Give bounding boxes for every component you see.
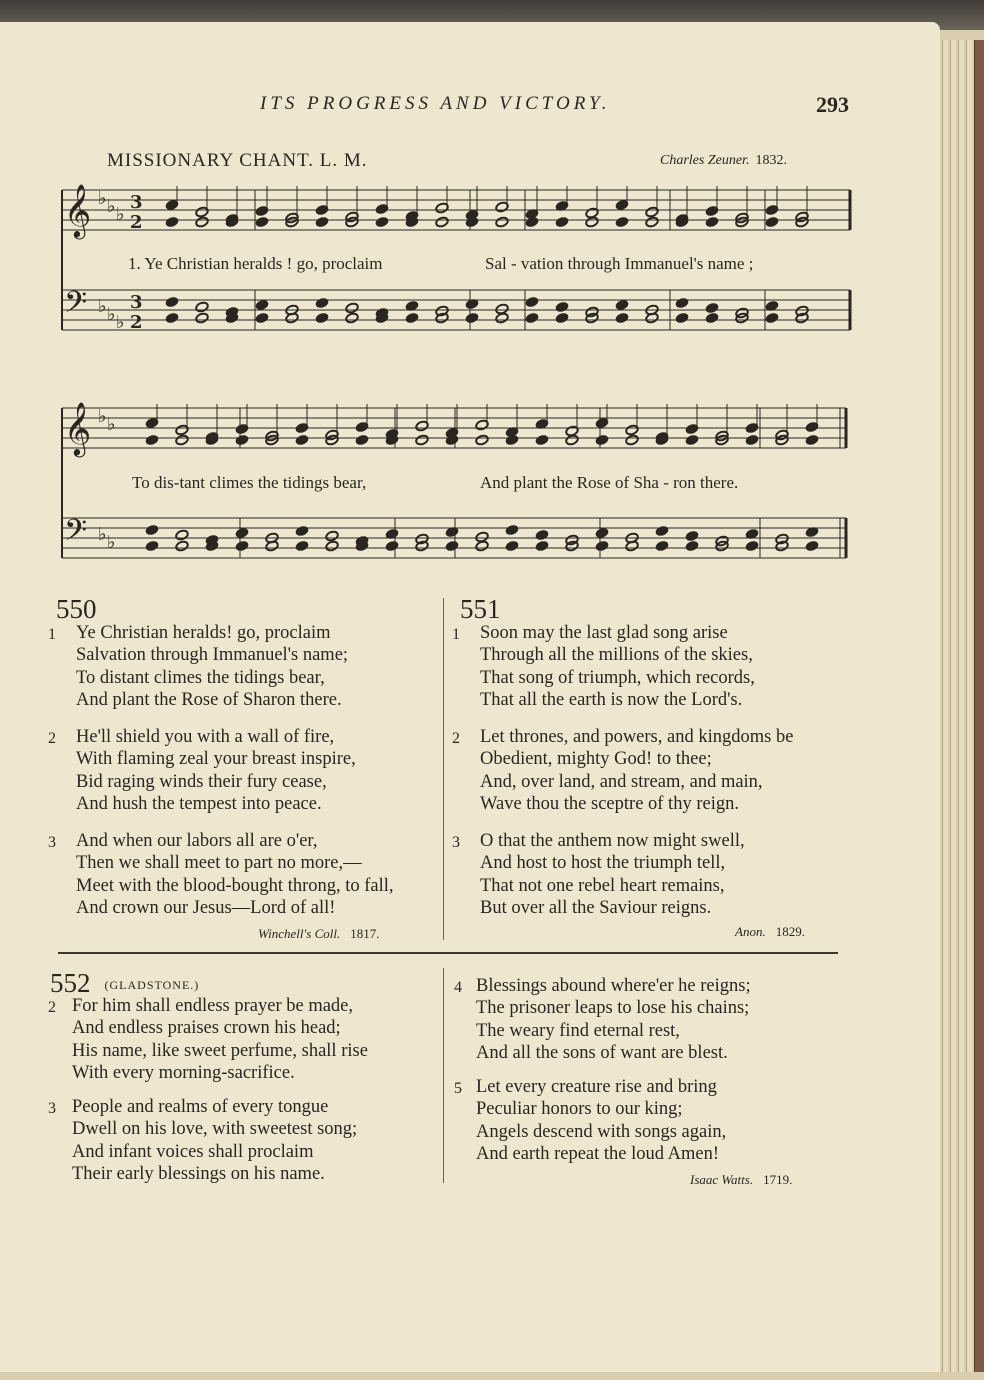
note-head xyxy=(535,434,549,446)
page-number: 293 xyxy=(816,92,849,117)
column-rule xyxy=(443,598,444,940)
note-head xyxy=(565,434,579,446)
note-head xyxy=(705,302,719,314)
note-head xyxy=(195,312,209,324)
note-head xyxy=(685,540,699,552)
lyrics-line: To dis-tant climes the tidings bear, xyxy=(132,473,367,492)
stanza: 5 Let every creature rise and bring Peculiar honors to our king; Angels descend with songs again, And earth repeat the loud Amen! xyxy=(454,1077,727,1165)
note-head xyxy=(495,312,509,324)
hymn-attribution: Isaac Watts. 1719. xyxy=(690,1172,793,1187)
note-head xyxy=(505,434,519,446)
hymn-number: 552 (GLADSTONE.) xyxy=(50,968,200,998)
note-head xyxy=(535,529,549,541)
note-head xyxy=(255,216,269,228)
note-head xyxy=(585,216,599,228)
note-head xyxy=(765,216,779,228)
time-signature: 2 xyxy=(130,312,143,333)
note-head xyxy=(175,529,189,541)
note-head xyxy=(685,530,699,542)
music-score xyxy=(0,0,984,600)
note-head xyxy=(345,302,359,314)
note-head xyxy=(765,312,779,324)
note-head xyxy=(475,540,489,552)
note-head xyxy=(295,525,309,537)
lyrics-line: Sal - vation through Immanuel's name ; xyxy=(485,254,754,273)
note-head xyxy=(415,434,429,446)
note-head xyxy=(325,540,339,552)
note-head xyxy=(675,312,689,324)
note-head xyxy=(705,216,719,228)
note-head xyxy=(385,540,399,552)
note-head xyxy=(255,312,269,324)
column-rule xyxy=(443,968,444,1183)
note-head xyxy=(685,434,699,446)
flat-icon: ♭ xyxy=(98,524,107,545)
note-head xyxy=(465,312,479,324)
note-head xyxy=(235,434,249,446)
bass-clef-icon: 𝄢 xyxy=(64,514,88,555)
flat-icon: ♭ xyxy=(98,188,107,209)
note-head xyxy=(595,527,609,539)
note-head xyxy=(195,301,209,313)
stanza: 1 Ye Christian heralds! go, proclaim Salvation through Immanuel's name; To distant climes the tidings bear, And plant the Rose of Sharon there. xyxy=(48,623,349,711)
note-head xyxy=(315,312,329,324)
flat-icon: ♭ xyxy=(98,296,107,317)
note-head xyxy=(325,530,339,542)
note-head xyxy=(655,525,669,537)
note-head xyxy=(235,540,249,552)
stanza: 2 He'll shield you with a wall of fire, With flaming zeal your breast inspire, Bid raging winds their fury cease, And hush the tempest into peace. xyxy=(48,727,356,815)
flat-icon: ♭ xyxy=(116,204,125,225)
note-head xyxy=(145,524,159,536)
time-signature: 3 xyxy=(130,192,143,213)
note-head xyxy=(555,216,569,228)
note-head xyxy=(625,434,639,446)
hymn-number: 550 xyxy=(56,594,97,624)
note-head xyxy=(175,434,189,446)
note-head xyxy=(255,299,269,311)
note-head xyxy=(165,216,179,228)
note-head xyxy=(745,540,759,552)
composer-credit: Charles Zeuner. 1832. xyxy=(660,153,787,168)
note-head xyxy=(445,540,459,552)
note-head xyxy=(525,312,539,324)
note-head xyxy=(345,312,359,324)
lyrics-line: And plant the Rose of Sha - ron there. xyxy=(480,473,739,492)
note-head xyxy=(165,312,179,324)
note-head xyxy=(805,540,819,552)
time-signature: 3 xyxy=(130,292,143,313)
stanza: 3 O that the anthem now might swell, And host to host the triumph tell, That not one rebel heart remains, But over all the Saviour reigns. xyxy=(452,831,745,919)
note-head xyxy=(195,216,209,228)
hymn-attribution: Anon. 1829. xyxy=(735,924,805,939)
flat-icon: ♭ xyxy=(107,532,116,553)
note-head xyxy=(535,540,549,552)
section-rule xyxy=(58,952,838,954)
bass-clef-icon: 𝄢 xyxy=(64,286,88,327)
flat-icon: ♭ xyxy=(98,406,107,427)
note-head xyxy=(805,434,819,446)
note-head xyxy=(555,312,569,324)
note-head xyxy=(525,296,539,308)
note-head xyxy=(145,540,159,552)
treble-clef-icon: 𝄞 xyxy=(64,401,92,455)
note-head xyxy=(675,297,689,309)
note-head xyxy=(295,434,309,446)
note-head xyxy=(375,216,389,228)
flat-icon: ♭ xyxy=(107,414,116,435)
treble-clef-icon: 𝄞 xyxy=(64,183,92,237)
note-head xyxy=(435,216,449,228)
note-head xyxy=(615,312,629,324)
note-head xyxy=(645,216,659,228)
note-head xyxy=(615,216,629,228)
stanza: 3 And when our labors all are o'er, Then we shall meet to part no more,— Meet with the blood-bought throng, to fall, And crown our Jesus—Lord of all! xyxy=(48,831,394,919)
tune-title: MISSIONARY CHANT. L. M. xyxy=(107,150,368,171)
flat-icon: ♭ xyxy=(116,312,125,333)
note-head xyxy=(705,312,719,324)
flat-icon: ♭ xyxy=(107,304,116,325)
note-head xyxy=(505,540,519,552)
lyrics-line: 1. Ye Christian heralds ! go, proclaim xyxy=(128,254,383,273)
note-head xyxy=(175,540,189,552)
stanza: 2 For him shall endless prayer be made, And endless praises crown his head; His name, like sweet perfume, shall rise With every morning-sacrifice. xyxy=(48,996,368,1084)
flat-icon: ♭ xyxy=(107,196,116,217)
note-head xyxy=(315,297,329,309)
note-head xyxy=(595,434,609,446)
note-head xyxy=(595,540,609,552)
note-head xyxy=(505,524,519,536)
running-head: ITS PROGRESS AND VICTORY. xyxy=(260,93,611,114)
note-head xyxy=(495,216,509,228)
note-head xyxy=(315,216,329,228)
note-head xyxy=(745,434,759,446)
note-head xyxy=(165,296,179,308)
note-head xyxy=(145,434,159,446)
note-head xyxy=(555,301,569,313)
note-head xyxy=(525,216,539,228)
note-head xyxy=(475,434,489,446)
note-head xyxy=(355,434,369,446)
time-signature: 2 xyxy=(130,212,143,233)
stanza: 4 Blessings abound where'er he reigns; The prisoner leaps to lose his chains; The weary find eternal rest, And all the sons of want are blest. xyxy=(454,976,751,1064)
stanza: 2 Let thrones, and powers, and kingdoms be Obedient, mighty God! to thee; And, over land, and stream, and main, Wave thou the sceptre of thy reign. xyxy=(452,727,794,815)
hymn-number: 551 xyxy=(460,594,501,624)
note-head xyxy=(295,540,309,552)
hymn-attribution: Winchell's Coll. 1817. xyxy=(258,926,380,941)
note-head xyxy=(655,540,669,552)
stanza: 1 Soon may the last glad song arise Through all the millions of the skies, That song of triumph, which records, That all the earth is now the Lord's. xyxy=(452,623,755,711)
stanza: 3 People and realms of every tongue Dwell on his love, with sweetest song; And infant voices shall proclaim Their early blessings on his name. xyxy=(48,1097,358,1185)
note-head xyxy=(615,299,629,311)
note-head xyxy=(405,312,419,324)
note-head xyxy=(235,527,249,539)
